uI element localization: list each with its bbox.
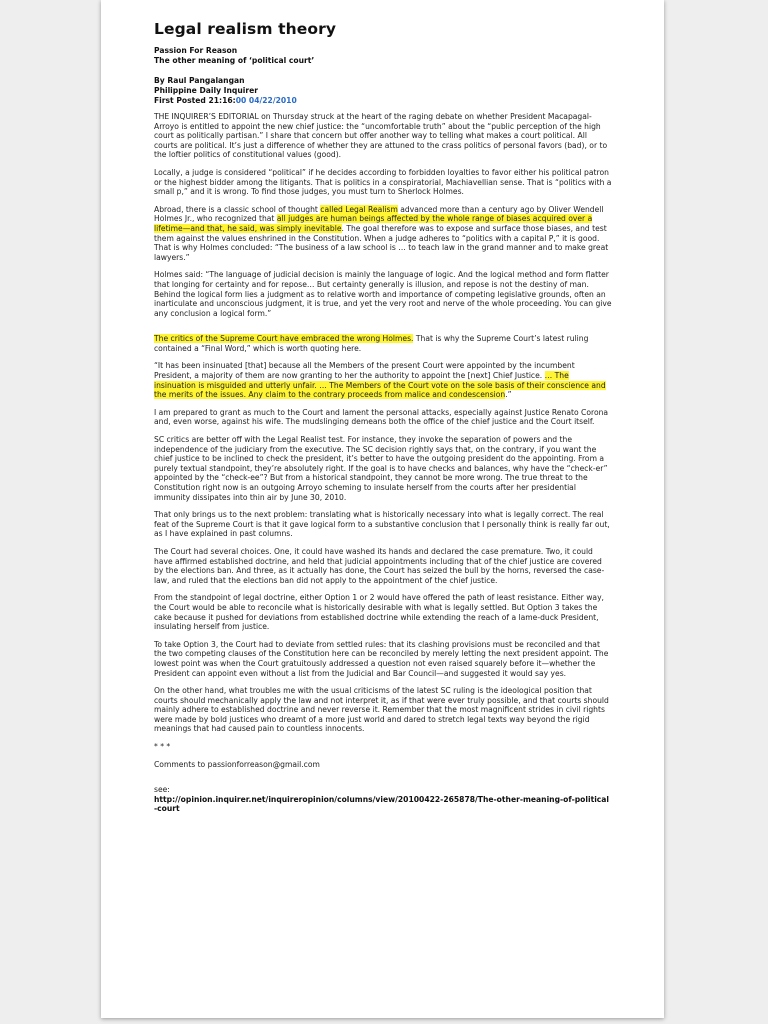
publication-name: Philippine Daily Inquirer [154,86,258,95]
paragraph: That only brings us to the next problem: translating what is historically necessary into what is legally correct. The real feat of the Supreme Court is that it gave logical form to a substantive conclusion that I personally think is really far out, as I have explained in past columns. [154,510,610,539]
paragraph: Locally, a judge is considered “political” if he decides according to forbidden loyalties to favor either his political patron or the highest bidder among the litigants. That is politics in a conspiratorial, Machiavellian sense. That is “politics with a small p,” and it is wrong. To find those judges, you must turn to Sherlock Holmes. [154,167,612,197]
highlighted-text: The critics of the Supreme Court have embraced the wrong Holmes. [154,334,414,344]
text-run: .” [505,390,512,400]
text-run: Abroad, there is a classic school of thought [154,204,321,214]
highlighted-text: called Legal Realism [320,204,398,214]
posted-date [154,96,612,106]
author-line: By Raul Pangalangan [154,76,245,85]
see-label: see: [154,785,170,795]
paragraph [154,205,612,263]
column-name: Passion For Reason [154,46,238,55]
paragraph [154,361,612,399]
paragraph: SC critics are better off with the Legal Realist test. For instance, they invoke the separation of powers and the independence of the judiciary from the executive. The SC decision rightly says that, on the contrary, if you want the chief justice to be inclined to check the president, it’s better to have the outgoing president do the appointing. From a purely textual standpoint, they’re absolutely right. If the goal is to have checks and balances, why have the “check-er” appointed by the “check-ee”? But from a historical standpoint, they cannot be more wrong. The true threat to the Constitution right now is an outgoing Arroyo scheming to insulate herself from the courts after her presidential immunity dissipates into thin air by June 30, 2010. [154,435,608,502]
paragraph: Holmes said: “The language of judicial decision is mainly the language of logic. And the logical method and form flatter that longing for certainty and for repose… But certainty generally is illusion, and repose is not the destiny of man. Behind the logical form lies a judgment as to relative worth and importance of competing legislative grounds, often an inarticulate and unconscious judgment, it is true, and yet the very root and nerve of the whole proceeding. You can give any conclusion a logical form.” [154,270,612,318]
text-run: That is why the Supreme Court’s latest ruling contained a “Final Word,” which is worth quoting here. [154,334,589,353]
paragraph: I am prepared to grant as much to the Court and lament the personal attacks, especially against Justice Renato Corona and, even worse, against his wife. The mudslinging demeans both the office of the chief justice and the Court itself. [154,407,609,427]
paragraph: THE INQUIRER’S EDITORIAL on Thursday struck at the heart of the raging debate on whether President Macapagal-Arroyo is entitled to appoint the new chief justice: the “uncomfortable truth” about the “public perception of the high court as politically partisan.” I share that concern but offer another way to telling what makes a court political. All courts are political. It’s just a difference of whether they are attuned to the crass politics of personal favors (bad), or to the loftier politics of constitutional values (good). [154,112,608,160]
paragraph: The Court had several choices. One, it could have washed its hands and declared the case premature. Two, it could have affirmed established doctrine, and held that judicial appointments including that of the chief justice are covered by the elections ban. And three, as it actually has done, the Court has seized the bull by the horns, reversed the case-law, and ruled that the elections ban did not apply to the appointment of the chief justice. [154,546,605,585]
source-link[interactable]: http://opinion.inquirer.net/inquireropinion/columns/view/20100422-265878/The-other-meaning-of-political-court [154,794,610,814]
article [154,20,612,822]
posted-label: First Posted 21:16: [154,96,236,105]
highlighted-text: all judges are human beings affected by the whole range of biases acquired over a lifetime—and that, he said, was simply inevitable [154,214,593,233]
separator: * * * [154,742,171,752]
posted-time: 00 04/22/2010 [235,96,297,105]
document-page [101,0,664,1018]
paragraph [154,334,612,353]
text-run: . The goal therefore was to expose and surface those biases, and test them against the values enshrined in the Constitution. When a judge adheres to “politics with a capital P,” it is good. That is why Holmes concluded: “The business of a law school is … to teach law in the grand manner and to make great lawyers.” [154,223,609,262]
text-run: “It has been insinuated [that] because all the Members of the present Court were appointed by the incumbent President, a majority of them are now granting to her the authority to appoint the [next] Chief Justice. [154,361,575,381]
contact-line: Comments to passionforreason@gmail.com [154,759,320,769]
article-title: Legal realism theory [154,20,337,38]
paragraph: On the other hand, what troubles me with the usual criticisms of the latest SC ruling is the ideological position that courts should mechanically apply the law and not interpret it, as if that were ever truly possible, and that courts should mainly adhere to established doctrine and never reverse it. Remember that the most magnificent strides in civil rights were made by bold justices who dreamt of a more just world and dared to stretch legal texts way beyond the rigid meanings that had caused pain to countless innocents. [154,686,609,734]
highlighted-text: … The insinuation is misguided and utterly unfair. … The Members of the Court vote on the sole basis of their conscience and the merits of the issues. Any claim to the contrary proceeds from malice and condescension [154,371,606,400]
paragraph: From the standpoint of legal doctrine, either Option 1 or 2 would have offered the path of least resistance. Either way, the Court would be able to reconcile what is historically desirable with what is legally settled. But Option 3 takes the cake because it pushed for deviations from established doctrine while extending the reach of a lame-duck President, insulating herself from justice. [154,593,604,632]
text-run: advanced more than a century ago by Oliver Wendell Holmes Jr., who recognized that [154,204,604,224]
article-subtitle: The other meaning of ‘political court’ [154,56,315,65]
paragraph: To take Option 3, the Court had to deviate from settled rules: that its clashing provisions must be reconciled and that the two competing clauses of the Constitution here can be reconciled by merely letting the next president appoint. The lowest point was when the Court gratuitously addressed a question not even raised squarely before it—whether the President can appoint even without a list from the Judicial and Bar Council—and suggested it would say yes. [154,639,609,678]
